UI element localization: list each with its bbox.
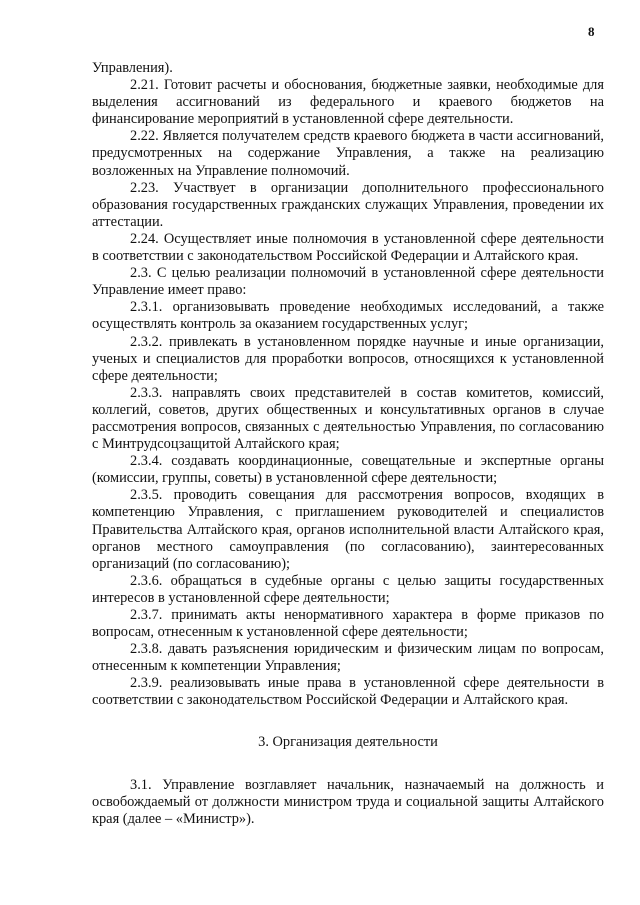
- paragraph-2-3-5: 2.3.5. проводить совещания для рассмотрения вопросов, входящих в компетенцию Управления, с приглашением руководителей и специалистов Правительства Алтайского края, органов исполнительной власти Алтайского края, органов местного самоуправления (по согласованию), заинтересованных организаций (по согласованию);: [92, 487, 604, 572]
- paragraph-2-3-4: 2.3.4. создавать координационные, совещательные и экспертные органы (комиссии, группы, советы) в установленной сфере деятельности;: [92, 453, 604, 487]
- paragraph-2-24: 2.24. Осуществляет иные полномочия в установленной сфере деятельности в соответствии с законодательством Российской Федерации и Алтайского края.: [92, 230, 604, 265]
- paragraph-2-3-1: 2.3.1. организовывать проведение необходимых исследований, а также осуществлять контроль за оказанием государственных услуг;: [92, 299, 604, 333]
- paragraph-2-21: 2.21. Готовит расчеты и обоснования, бюджетные заявки, необходимые для выделения ассигнований из федерального и краевого бюджетов на финансирование мероприятий в установленной сфере деятельности.: [92, 77, 604, 128]
- paragraph-2-22: 2.22. Является получателем средств краевого бюджета в части ассигнований, предусмотренных на содержание Управления, а также на реализацию возложенных на Управление полномочий.: [92, 128, 604, 179]
- section-heading: 3. Организация деятельности: [258, 733, 438, 750]
- paragraph-2-3-2: 2.3.2. привлекать в установленном порядке научные и иные организации, ученых и специалистов для проработки вопросов, относящихся к установленной сфере деятельности;: [92, 333, 604, 384]
- page-number: 8: [588, 24, 595, 39]
- paragraph-2-23: 2.23. Участвует в организации дополнительного профессионального образования государственных гражданских служащих Управления, проведении их аттестации.: [92, 179, 604, 230]
- paragraph-2-3: 2.3. С целью реализации полномочий в установленной сфере деятельности Управление имеет право:: [92, 265, 604, 299]
- paragraph-3-1: 3.1. Управление возглавляет начальник, назначаемый на должность и освобождаемый от должности министром труда и социальной защиты Алтайского края (далее – «Министр»).: [92, 776, 604, 827]
- paragraph-2-3-7: 2.3.7. принимать акты ненормативного характера в форме приказов по вопросам, отнесенным к установленной сфере деятельности;: [92, 607, 604, 641]
- paragraph-2-3-9: 2.3.9. реализовывать иные права в установленной сфере деятельности в соответствии с законодательством Российской Федерации и Алтайского края.: [92, 675, 604, 709]
- paragraph-2-3-6: 2.3.6. обращаться в судебные органы с целью защиты государственных интересов в установленной сфере деятельности;: [92, 572, 604, 606]
- paragraph-continuation: Управления).: [92, 60, 173, 76]
- paragraph-2-3-8: 2.3.8. давать разъяснения юридическим и физическим лицам по вопросам, отнесенным к компетенции Управления;: [92, 641, 604, 675]
- document-body: [92, 60, 604, 828]
- paragraph-2-3-3: 2.3.3. направлять своих представителей в состав комитетов, комиссий, коллегий, советов, других общественных и консультативных органов в случае рассмотрения вопросов, связанных с деятельностью Управления, по согласованию с Минтрудсоцзащитой Алтайского края;: [92, 384, 604, 453]
